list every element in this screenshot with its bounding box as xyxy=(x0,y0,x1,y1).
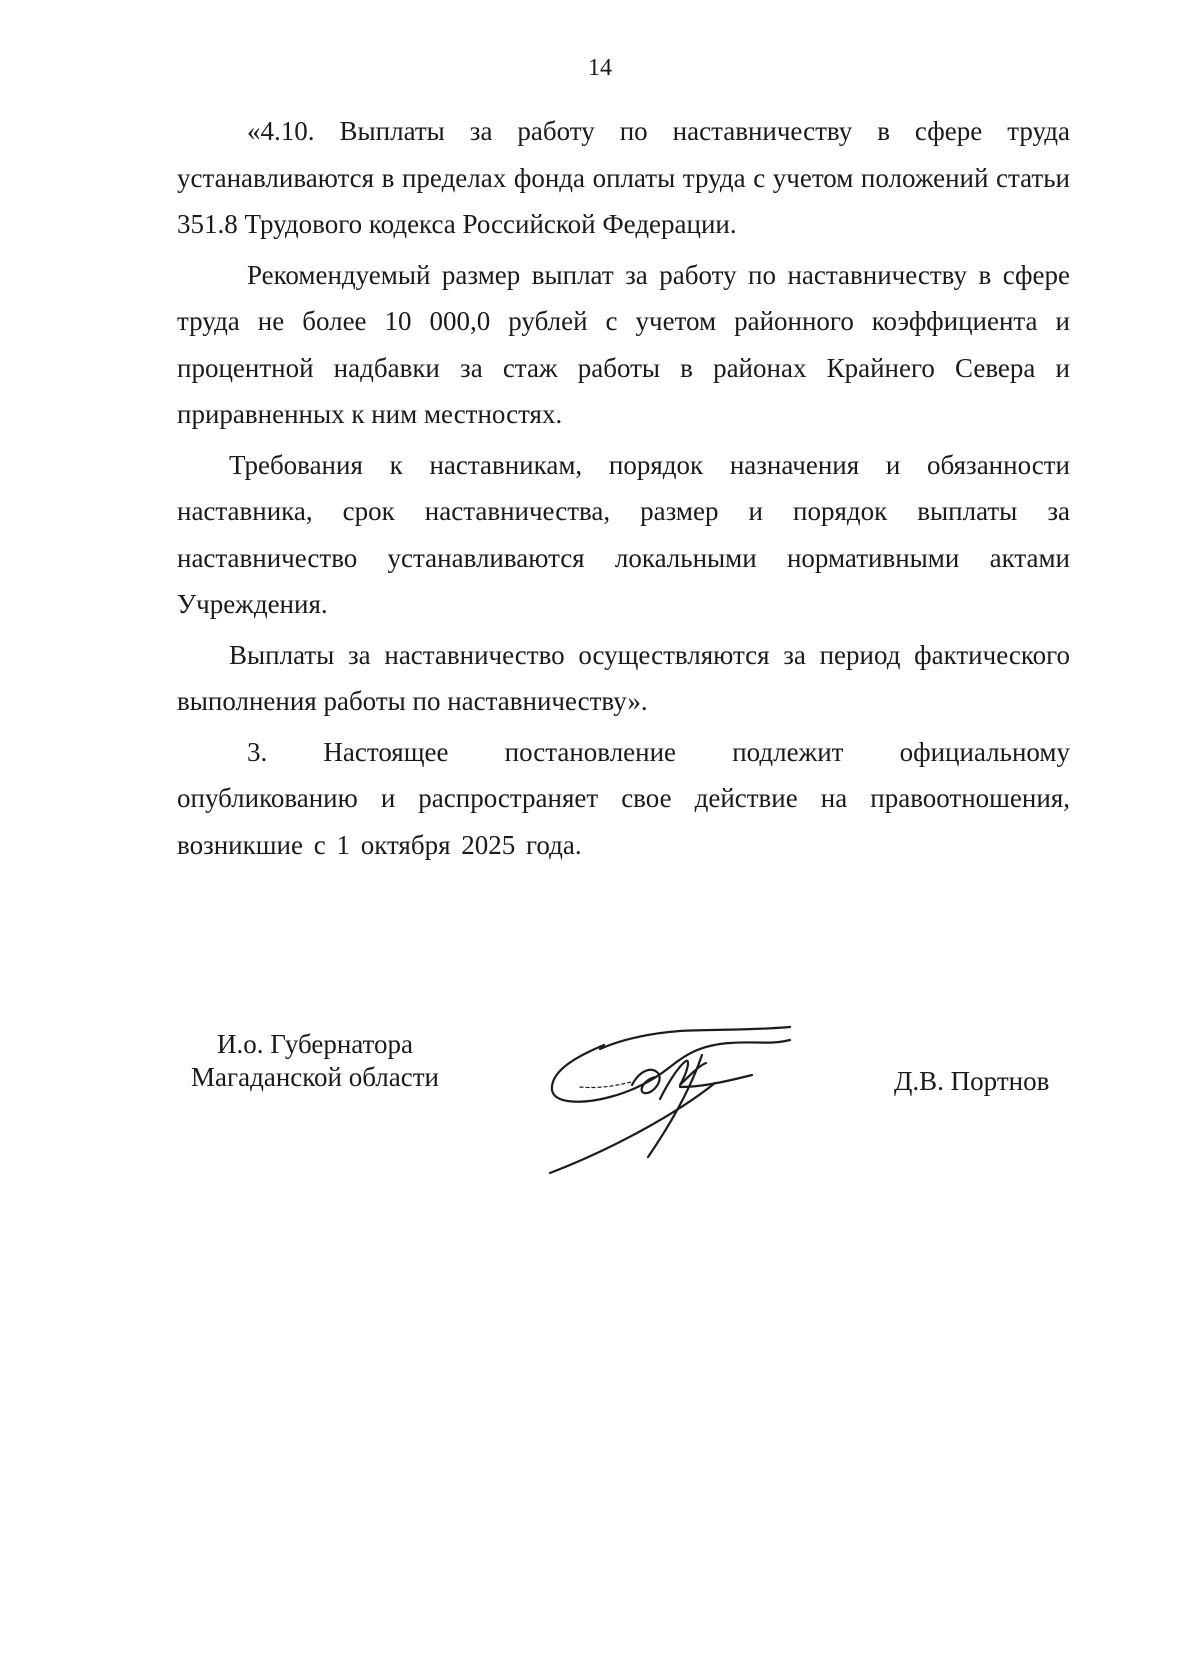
page-number: 14 xyxy=(588,55,612,81)
document-body xyxy=(177,108,1070,868)
signatory-position-line1: И.о. Губернатора xyxy=(216,1029,413,1059)
handwritten-signature xyxy=(540,1015,830,1180)
paragraph-4-10: «4.10. Выплаты за работу по наставничеству в сфере труда устанавливаются в пределах фонда оплаты труда с учетом положений статьи 351.8 Трудового кодекса Российской Федерации. xyxy=(177,116,1070,239)
paragraph-recommended-amount: Рекомендуемый размер выплат за работу по наставничеству в сфере труда не более 10 000,0 рублей с учетом районного коэффициента и процентной надбавки за стаж работы в районах Крайнего Севера и приравненных к ним местностях. xyxy=(177,259,1070,429)
paragraph-mentor-requirements: Требования к наставникам, порядок назначения и обязанности наставника, срок наставничества, размер и порядок выплаты за наставничество устанавливаются локальными нормативными актами Учреждения. xyxy=(177,449,1070,619)
paragraph-item-3: 3. Настоящее постановление подлежит официальному опубликованию и распространяет свое действие на правоотношения, возникшие с 1 октября 2025 года. xyxy=(177,736,1070,860)
paragraph-payment-period: Выплаты за наставничество осуществляются за период фактического выполнения работы по наставничеству». xyxy=(177,639,1070,716)
signatory-position xyxy=(180,1028,450,1094)
signatory-position-line2: Магаданской области xyxy=(191,1062,439,1092)
signatory-name: Д.В. Портнов xyxy=(894,1066,1050,1096)
